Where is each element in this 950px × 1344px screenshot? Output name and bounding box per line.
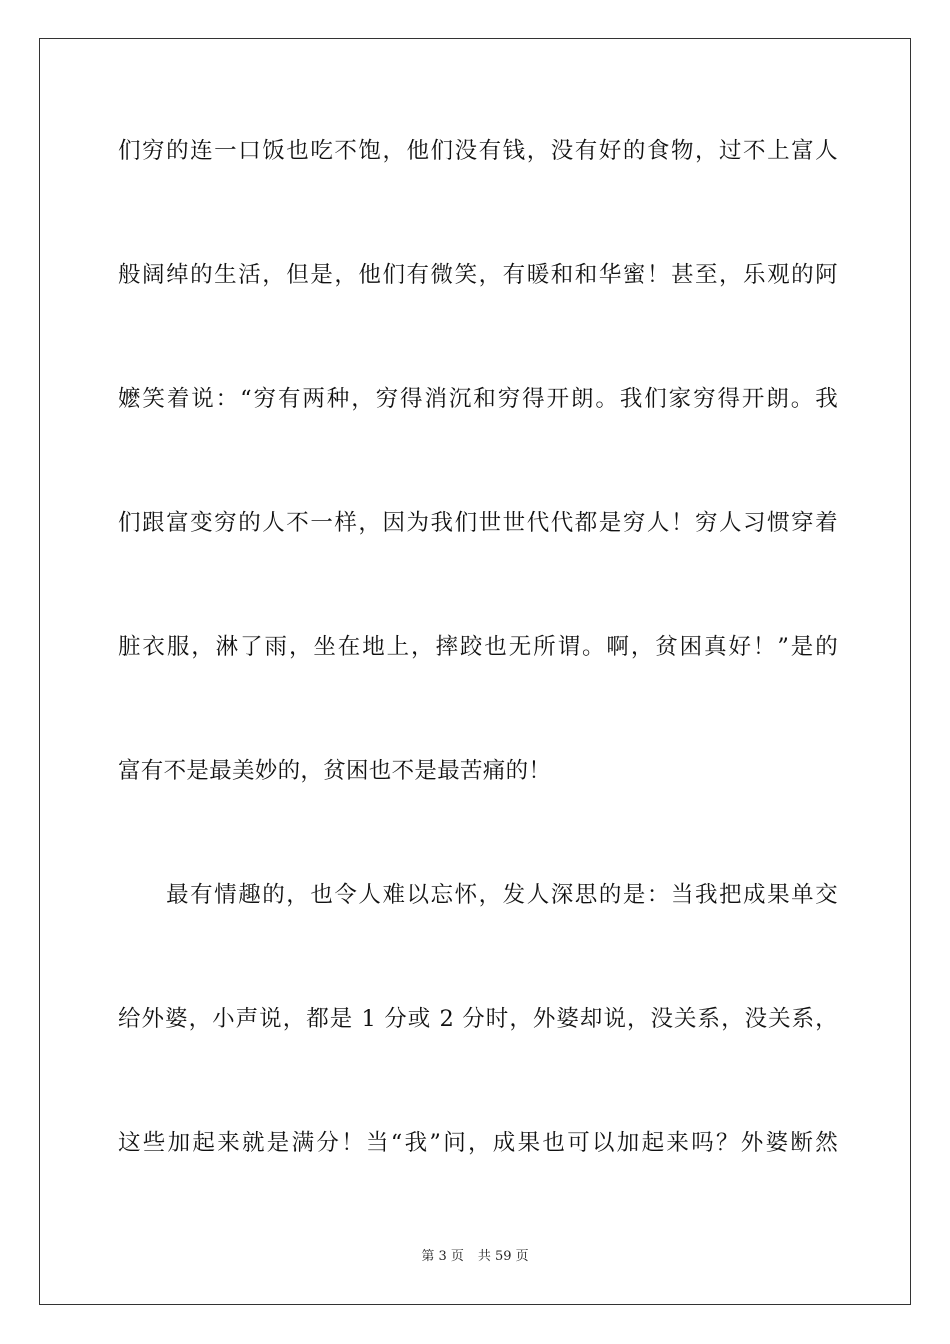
paragraph-first-line: 最有情趣的，也令人难以忘怀，发人深思的是：当我把成果单交 — [118, 882, 838, 908]
text-line: 嬷笑着说：“穷有两种，穷得消沉和穷得开朗。我们家穷得开朗。我 — [118, 386, 838, 412]
page-number: 第 3 页 — [421, 1249, 464, 1264]
text-line: 般阔绰的生活，但是，他们有微笑，有暖和和华蜜！甚至，乐观的阿 — [118, 262, 838, 288]
text-line: 们跟富变穷的人不一样，因为我们世世代代都是穷人！穷人习惯穿着 — [118, 510, 838, 536]
text-line: 给外婆，小声说，都是 1 分或 2 分时，外婆却说，没关系，没关系， — [118, 1006, 838, 1032]
page-border — [39, 38, 911, 1305]
page-total: 共 59 页 — [477, 1249, 529, 1264]
text-line: 们穷的连一口饭也吃不饱，他们没有钱，没有好的食物，过不上富人 — [118, 138, 838, 164]
text-line: 这些加起来就是满分！当“我”问，成果也可以加起来吗？外婆断然 — [118, 1130, 838, 1156]
text-line: 富有不是最美妙的，贫困也不是最苦痛的！ — [118, 758, 552, 784]
text-line: 脏衣服，淋了雨，坐在地上，摔跤也无所谓。啊，贫困真好！”是的 — [118, 634, 838, 660]
page-footer — [0, 1248, 950, 1266]
